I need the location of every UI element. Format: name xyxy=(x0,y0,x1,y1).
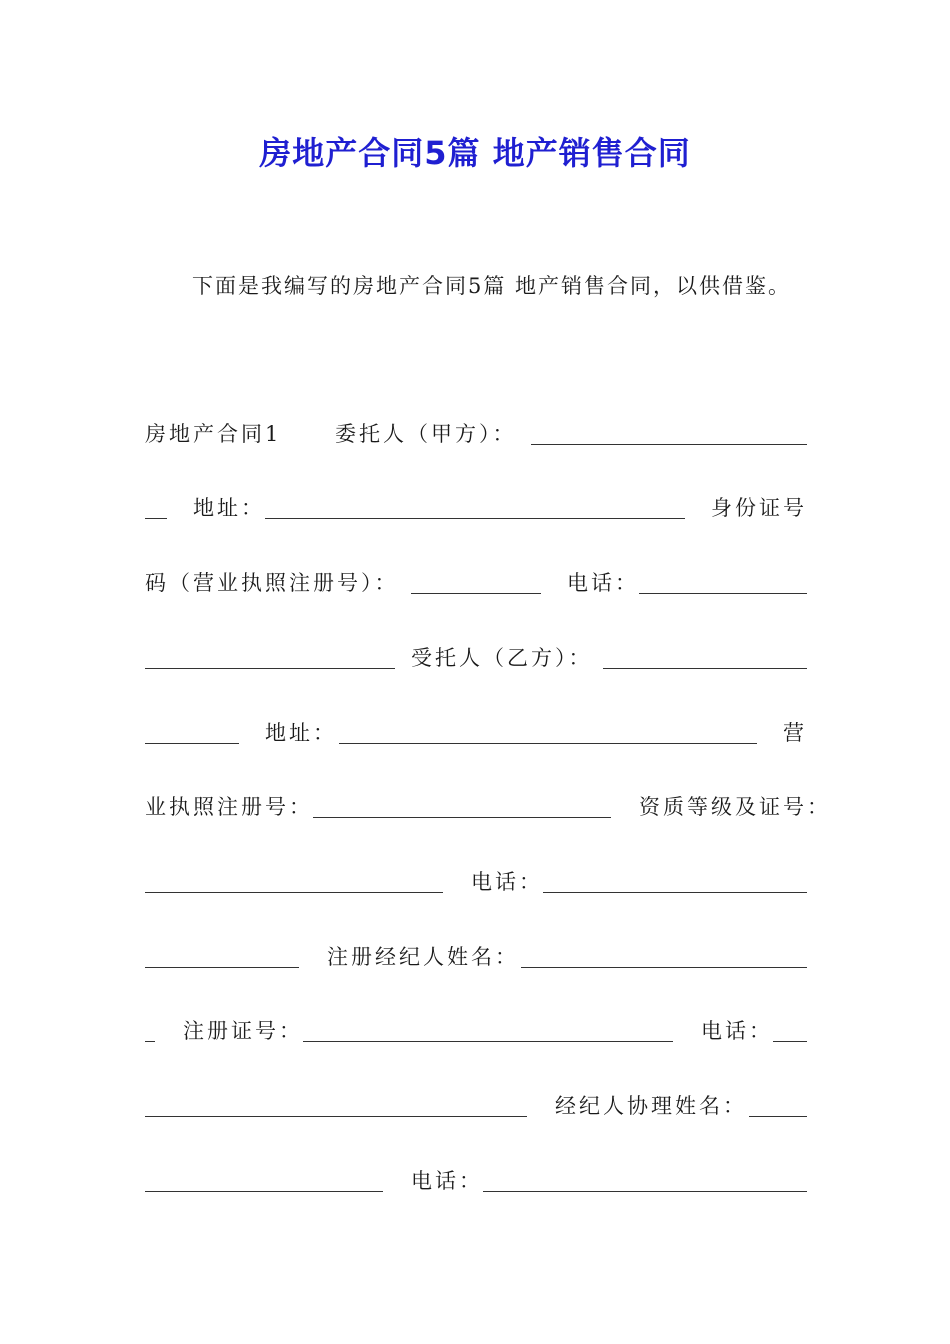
agent-phone-label: 电话： xyxy=(471,870,543,894)
form-line-4 xyxy=(145,642,807,674)
client-party-a-label: 委托人（甲方）： xyxy=(335,422,517,446)
broker-phone-blank[interactable] xyxy=(773,1041,807,1042)
form-line-10 xyxy=(145,1090,807,1122)
broker-cert-label: 注册证号： xyxy=(183,1019,303,1043)
agent-name-blank-cont[interactable] xyxy=(145,743,239,744)
client-name-blank[interactable] xyxy=(531,444,807,445)
agent-address-blank[interactable] xyxy=(339,743,757,744)
form-line-5 xyxy=(145,717,807,749)
form-line-1 xyxy=(145,418,807,450)
form-line-7 xyxy=(145,866,807,898)
client-phone-blank-cont[interactable] xyxy=(145,668,395,669)
agent-qualification-label: 资质等级及证号： xyxy=(639,795,831,819)
agent-license-label: 业执照注册号： xyxy=(145,795,313,819)
agent-qualification-blank[interactable] xyxy=(145,892,443,893)
broker-name-label: 注册经纪人姓名： xyxy=(327,945,519,969)
form-line-3 xyxy=(145,567,807,599)
broker-cert-blank[interactable] xyxy=(303,1041,673,1042)
broker-name-blank[interactable] xyxy=(521,967,807,968)
form-line-8 xyxy=(145,941,807,973)
assistant-name-blank-cont[interactable] xyxy=(145,1191,383,1192)
assistant-phone-label: 电话： xyxy=(411,1169,483,1193)
agent-address-label: 地址： xyxy=(265,721,337,745)
client-phone-blank[interactable] xyxy=(639,593,807,594)
client-address-blank[interactable] xyxy=(265,518,685,519)
form-line-6 xyxy=(145,791,831,823)
client-id-label: 身份证号 xyxy=(711,496,807,520)
agent-party-b-label: 受托人（乙方）： xyxy=(411,646,593,670)
assistant-name-blank[interactable] xyxy=(749,1116,807,1117)
assistant-phone-blank[interactable] xyxy=(483,1191,807,1192)
agent-license-blank[interactable] xyxy=(313,817,611,818)
agent-name-blank[interactable] xyxy=(603,668,807,669)
client-id-blank[interactable] xyxy=(411,593,541,594)
broker-phone-blank-cont[interactable] xyxy=(145,1116,527,1117)
broker-phone-label: 电话： xyxy=(701,1019,773,1043)
client-address-label: 地址： xyxy=(193,496,265,520)
intro-paragraph: 下面是我编写的房地产合同5篇 地产销售合同，以供借鉴。 xyxy=(192,274,792,298)
form-line-9 xyxy=(145,1015,807,1047)
form-line-11 xyxy=(145,1165,807,1197)
document-title: 房地产合同5篇 地产销售合同 xyxy=(259,134,691,172)
assistant-name-label: 经纪人协理姓名： xyxy=(555,1094,747,1118)
client-license-label: 码（营业执照注册号）： xyxy=(145,571,399,595)
client-name-blank-cont[interactable] xyxy=(145,518,167,519)
agent-phone-blank[interactable] xyxy=(543,892,807,893)
agent-license-label-start: 营 xyxy=(783,721,807,745)
broker-name-blank-cont[interactable] xyxy=(145,1041,155,1042)
client-phone-label: 电话： xyxy=(567,571,639,595)
agent-phone-blank-cont[interactable] xyxy=(145,967,299,968)
form-line-2 xyxy=(145,492,807,524)
section-heading: 房地产合同1 xyxy=(145,422,282,446)
